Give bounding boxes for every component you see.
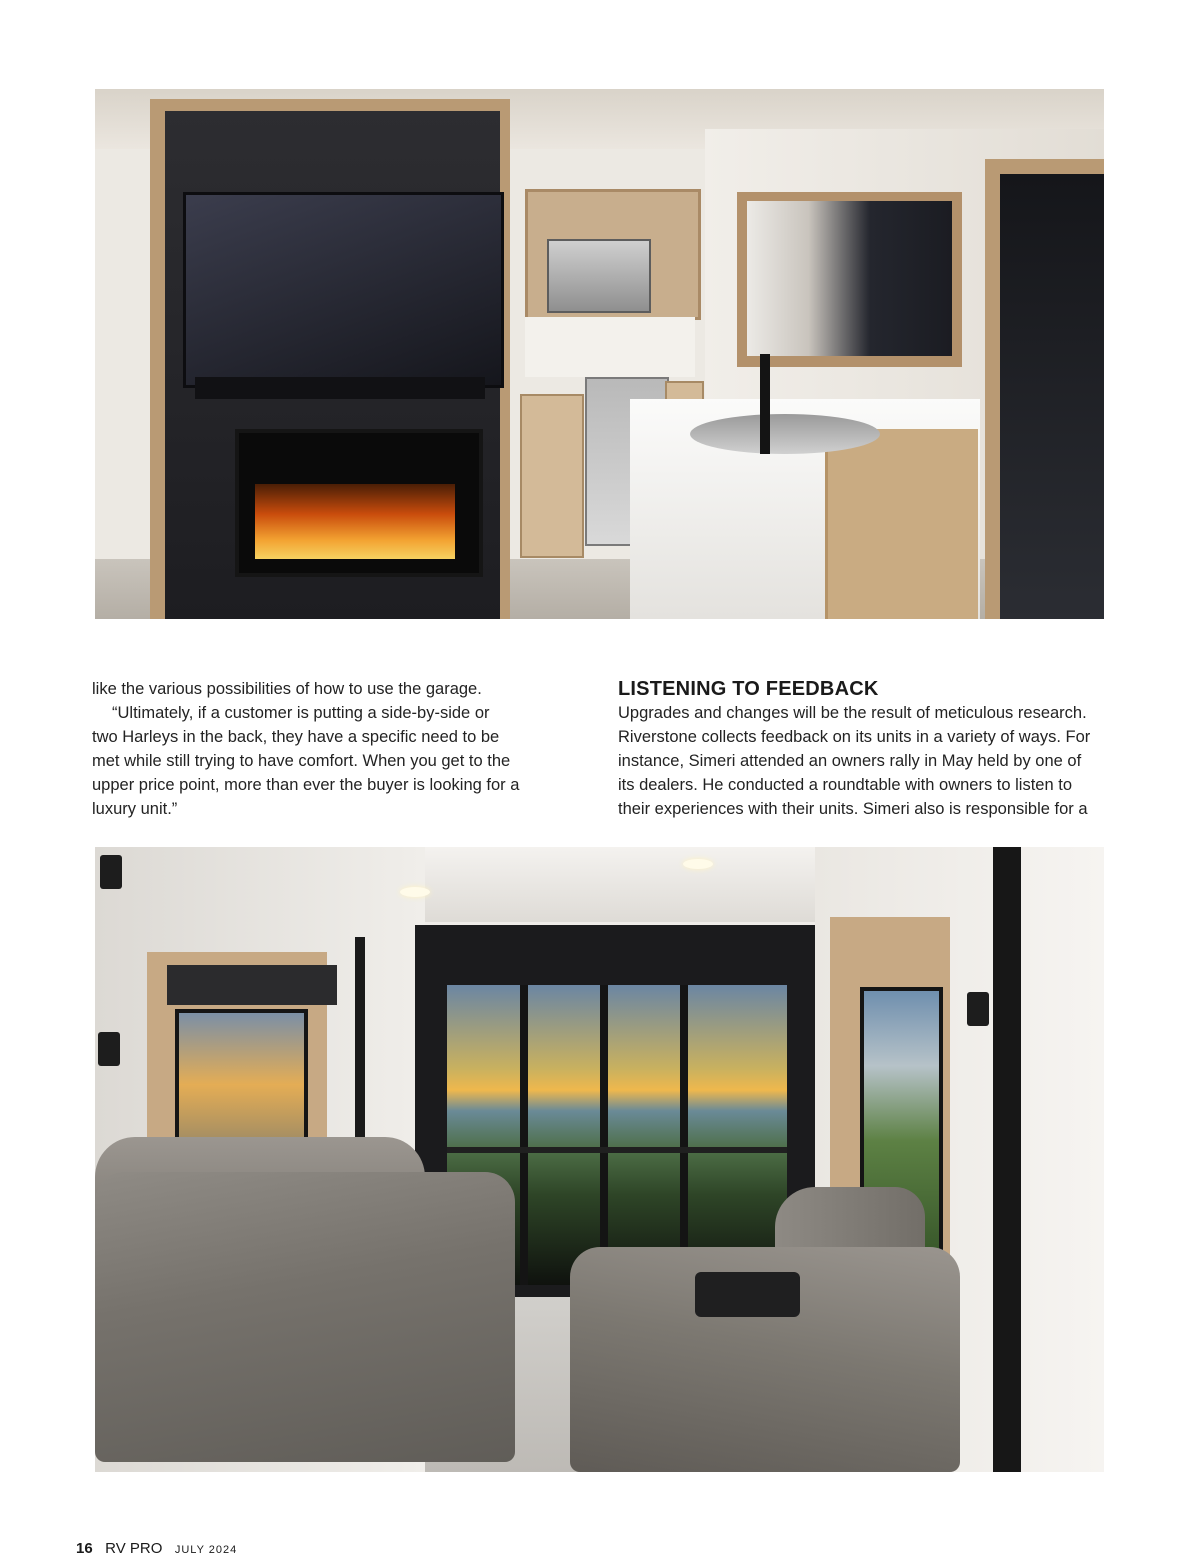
section-heading: LISTENING TO FEEDBACK xyxy=(618,678,879,700)
sofa xyxy=(95,1172,515,1462)
wall-switch xyxy=(98,1032,120,1066)
island-cabinets xyxy=(825,429,978,619)
paragraph-line: their experiences with their units. Simeri also is responsible for a xyxy=(618,800,1088,818)
microwave xyxy=(547,239,651,313)
pass-through-window xyxy=(747,201,952,356)
paragraph-line: like the various possibilities of how to use the garage. xyxy=(92,680,482,698)
kitchen-photo xyxy=(95,89,1104,619)
page-number: 16 xyxy=(76,1540,93,1557)
cup-holder-console xyxy=(695,1272,800,1317)
paragraph-line: Upgrades and changes will be the result of meticulous research. xyxy=(618,704,1087,722)
paragraph-line: luxury unit.” xyxy=(92,800,178,818)
wall-post xyxy=(993,847,1021,1472)
publication-name: RV PRO xyxy=(105,1540,163,1557)
ceiling-light xyxy=(683,859,713,869)
patio-rail xyxy=(447,1147,787,1153)
paragraph-line: met while still trying to have comfort. When you get to the xyxy=(92,752,511,770)
paragraph-line: two Harleys in the back, they have a specific need to be xyxy=(92,728,500,746)
ceiling-light xyxy=(400,887,430,897)
fireplace-flame xyxy=(255,484,455,559)
door-mullion xyxy=(520,985,528,1285)
television xyxy=(183,192,504,388)
soundbar xyxy=(195,377,485,399)
paragraph-line: Riverstone collects feedback on its units in a variety of ways. For xyxy=(618,728,1091,746)
control-panel xyxy=(967,992,989,1026)
door-mullion xyxy=(600,985,608,1285)
faucet xyxy=(760,354,770,454)
sink xyxy=(690,414,880,454)
paragraph-line: upper price point, more than ever the buyer is looking for a xyxy=(92,776,520,794)
kitchen-drawers xyxy=(520,394,584,558)
paragraph-line: “Ultimately, if a customer is putting a side-by-side or xyxy=(112,704,490,722)
article-column-left xyxy=(92,677,547,821)
door-mullion xyxy=(680,985,688,1285)
backsplash xyxy=(525,317,695,377)
door xyxy=(1000,174,1104,619)
living-room-photo xyxy=(95,847,1104,1472)
paragraph-line: instance, Simeri attended an owners rally in May held by one of xyxy=(618,752,1082,770)
paragraph-line: its dealers. He conducted a roundtable with owners to listen to xyxy=(618,776,1073,794)
wall-switch xyxy=(100,855,122,889)
window-shade xyxy=(167,965,337,1005)
article-column-right xyxy=(618,677,1118,821)
issue-date: JULY 2024 xyxy=(174,1544,238,1556)
page-footer xyxy=(76,1540,237,1562)
